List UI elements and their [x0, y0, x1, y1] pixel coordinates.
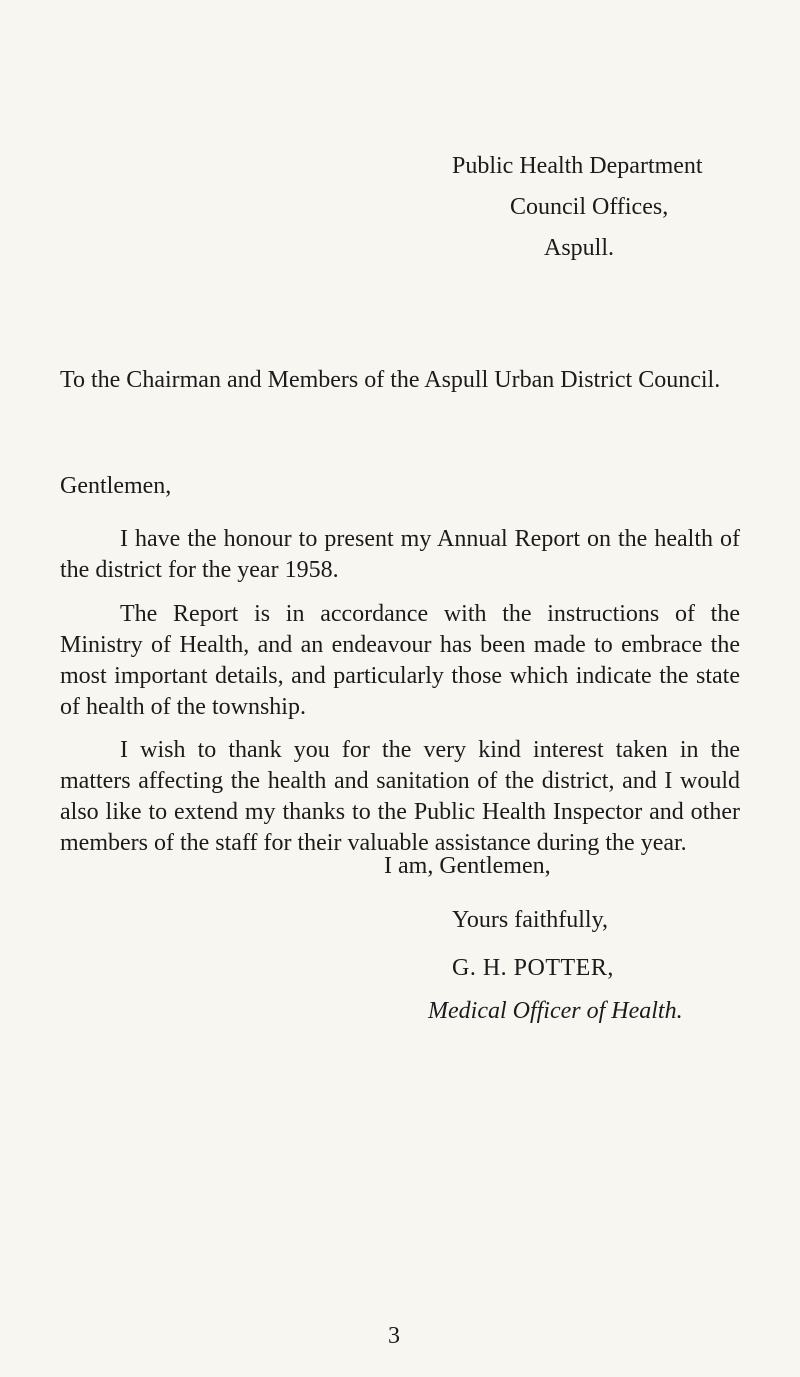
addressee: To the Chairman and Members of the Aspull Urban District Council.	[60, 367, 721, 393]
letterhead-line-department: Public Health Department	[452, 153, 703, 179]
signatory-title: Medical Officer of Health.	[428, 998, 683, 1024]
closing-valediction: Yours faithfully,	[452, 907, 609, 933]
letterhead-line-town: Aspull.	[544, 235, 615, 261]
body-paragraph-2: The Report is in accordance with the instructions of the Ministry of Health, and an endeavour has been made to embrace the most important details, and particularly those which indicate the state of health of the township.	[60, 601, 740, 720]
body-paragraph-3: I wish to thank you for the very kind interest taken in the matters affecting the health and sanitation of the district, and I would also like to extend my thanks to the Public Health Inspector and other members of the staff for their valuable assistance during the year.	[60, 737, 740, 856]
body-paragraph-1: I have the honour to present my Annual Report on the health of the district for the year 1958.	[60, 526, 740, 583]
closing-greeting: I am, Gentlemen,	[384, 853, 551, 879]
letterhead-line-offices: Council Offices,	[510, 194, 669, 220]
page-number: 3	[388, 1323, 400, 1349]
salutation: Gentlemen,	[60, 473, 172, 499]
signatory-name: G. H. POTTER,	[452, 955, 614, 981]
